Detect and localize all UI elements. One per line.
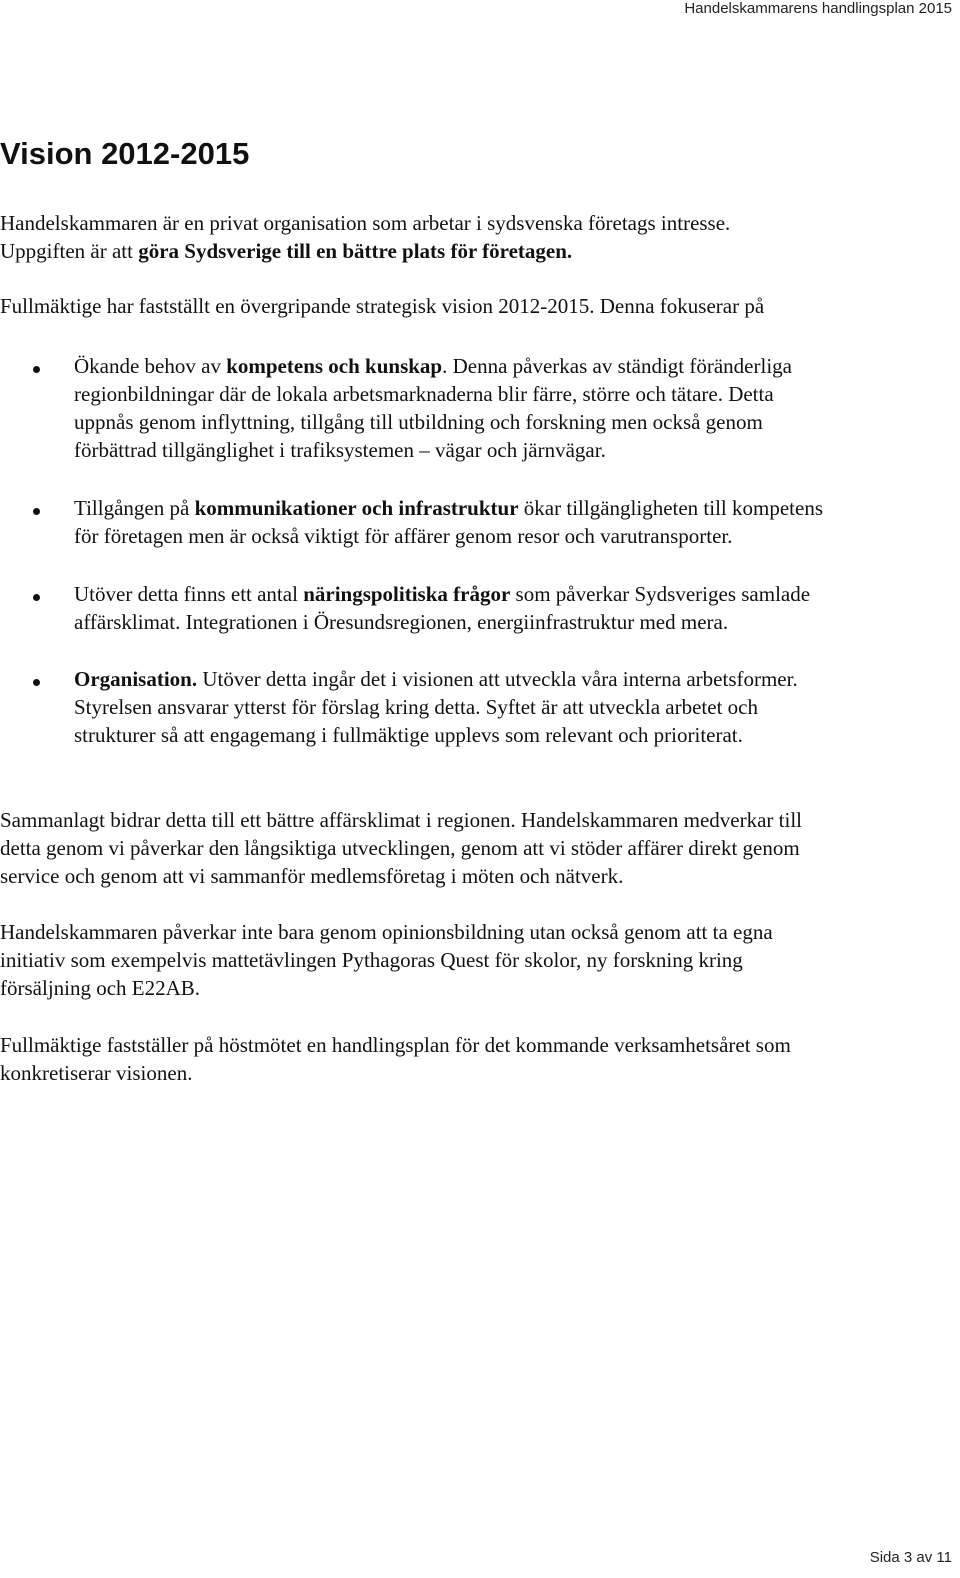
bullet-text: [74, 494, 823, 550]
bullet-line: regionbildningar där de lokala arbetsmarknaderna blir färre, större och tätare. Detta: [74, 382, 774, 406]
paragraph-line: initiativ som exempelvis mattetävlingen Pythagoras Quest för skolor, ny forskning kring: [0, 948, 743, 972]
paragraph-line: detta genom vi påverkar den långsiktiga utvecklingen, genom att vi stöder affärer direkt genom: [0, 836, 800, 860]
bullet-line-bold: näringspolitiska frågor: [303, 582, 511, 606]
bullet-line-bold: kommunikationer och infrastruktur: [194, 496, 519, 520]
bullet-line: Styrelsen ansvarar ytterst för förslag kring detta. Syftet är att utveckla arbetet och: [74, 695, 758, 719]
paragraph-line: Fullmäktige fastställer på höstmötet en handlingsplan för det kommande verksamhetsåret som: [0, 1033, 791, 1057]
page-title: Vision 2012-2015: [0, 136, 250, 171]
bullet-icon: [33, 679, 40, 686]
action-plan-paragraph: [0, 1031, 791, 1087]
bullet-line: affärsklimat. Integrationen i Öresundsregionen, energiinfrastruktur med mera.: [74, 610, 729, 634]
bullet-text: [74, 352, 792, 464]
bullet-text: [74, 580, 810, 636]
bullet-icon: [33, 366, 40, 373]
initiatives-paragraph: [0, 918, 773, 1002]
paragraph-line: konkretiserar visionen.: [0, 1061, 193, 1085]
bullet-line-prefix: Ökande behov av: [74, 354, 227, 378]
bullet-line-prefix: Utöver detta finns ett antal: [74, 582, 304, 606]
intro-paragraph: [0, 209, 730, 265]
paragraph-line: service och genom att vi sammanför medlemsföretag i möten och nätverk.: [0, 864, 624, 888]
bullet-line-suffix: . Denna påverkas av ständigt föränderliga: [442, 354, 792, 378]
summary-paragraph: [0, 806, 802, 890]
bullet-line: [74, 494, 823, 522]
paragraph-line: försäljning och E22AB.: [0, 976, 201, 1000]
running-header: Handelskammarens handlingsplan 2015: [684, 0, 952, 17]
paragraph-line: Handelskammaren påverkar inte bara genom opinionsbildning utan också genom att ta egna: [0, 920, 773, 944]
bullet-icon: [33, 594, 40, 601]
paragraph-line: Sammanlagt bidrar detta till ett bättre affärsklimat i regionen. Handelskammaren medverkar till: [0, 808, 802, 832]
bullet-line-bold: kompetens och kunskap: [226, 354, 443, 378]
bullet-line: [74, 665, 798, 693]
page-number: Sida 3 av 11: [869, 1549, 952, 1566]
bullet-line-bold: Organisation.: [74, 667, 198, 691]
bullet-line: strukturer så att engagemang i fullmäktige upplevs som relevant och prioriterat.: [74, 723, 743, 747]
bullet-line-suffix: som påverkar Sydsveriges samlade: [510, 582, 811, 606]
intro-line-2-bold: göra Sydsverige till en bättre plats för företagen.: [138, 239, 573, 263]
strategy-intro-paragraph: Fullmäktige har fastställt en övergripande strategisk vision 2012-2015. Denna fokuserar på: [0, 294, 765, 318]
intro-line-2: [0, 237, 730, 265]
bullet-line-suffix: ökar tillgängligheten till kompetens: [518, 496, 823, 520]
bullet-line: förbättrad tillgänglighet i trafiksystemen – vägar och järnvägar.: [74, 438, 606, 462]
bullet-line: [74, 352, 792, 380]
bullet-line: [74, 580, 810, 608]
bullet-line: för företagen men är också viktigt för affärer genom resor och varutransporter.: [74, 524, 733, 548]
bullet-line-prefix: Tillgången på: [74, 496, 195, 520]
intro-line-1: Handelskammaren är en privat organisation som arbetar i sydsvenska företags intresse.: [0, 211, 731, 235]
bullet-text: [74, 665, 798, 749]
bullet-line-suffix: Utöver detta ingår det i visionen att utveckla våra interna arbetsformer.: [197, 667, 798, 691]
bullet-icon: [33, 508, 40, 515]
intro-line-2-prefix: Uppgiften är att: [0, 239, 139, 263]
bullet-line: uppnås genom inflyttning, tillgång till utbildning och forskning men också genom: [74, 410, 763, 434]
